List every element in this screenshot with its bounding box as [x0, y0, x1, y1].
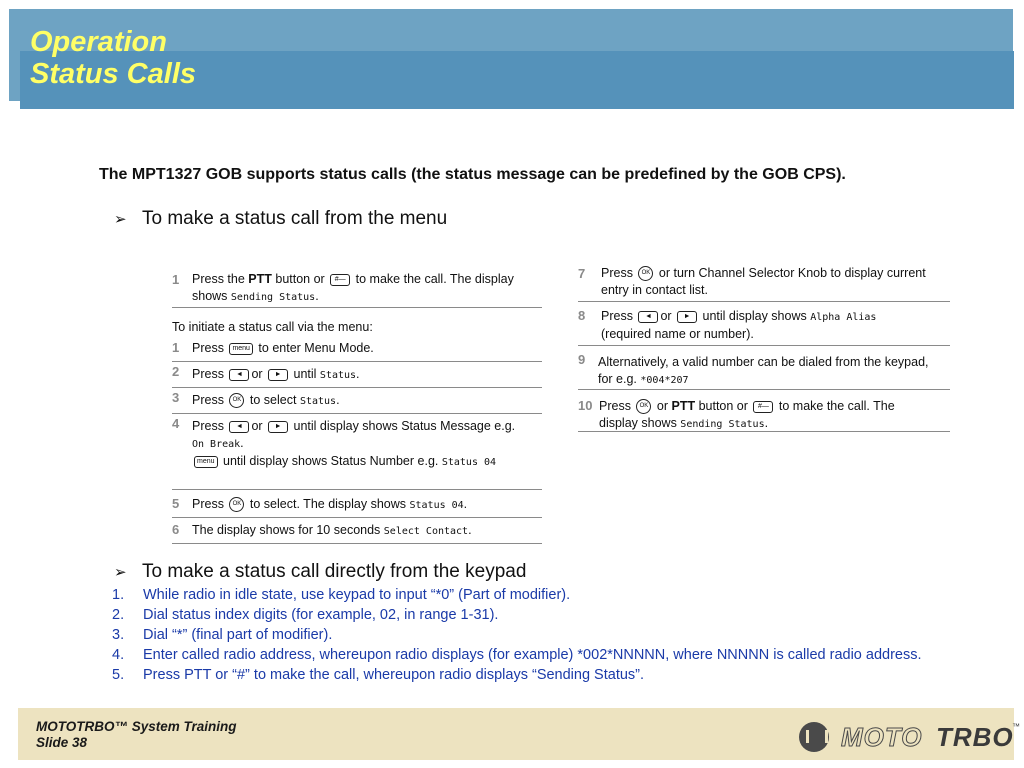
left-arrow-key-icon: ◄ — [638, 311, 658, 323]
left-steps-table — [172, 270, 542, 544]
menu-key-icon: menu — [229, 343, 253, 355]
step-row: 7 Press OK or turn Channel Selector Knob to display current entry in contact list. — [578, 264, 950, 302]
hash-key-icon: #— — [330, 274, 350, 286]
bullet-keypad-text: To make a status call directly from the keypad — [142, 561, 527, 582]
right-arrow-key-icon: ► — [677, 311, 697, 323]
hash-key-icon: #— — [753, 401, 773, 413]
step-row: 2 Press ◄ or ► until Status. — [172, 362, 542, 388]
ok-button-icon: OK — [229, 497, 244, 512]
step-row: 5 Press OK to select. The display shows Status 04. — [172, 490, 542, 518]
right-steps-table — [578, 264, 950, 432]
arrow-bullet-icon: ➢ — [114, 211, 127, 228]
footer-text — [36, 719, 237, 751]
logo-moto: MOTO — [841, 722, 923, 752]
step-row: 8 Press ◄ or ► until display shows Alpha Alias (required name or number). — [578, 302, 950, 346]
step-row: 6 The display shows for 10 seconds Select Contact. — [172, 518, 542, 544]
menu-key-icon: menu — [194, 456, 218, 468]
ok-button-icon: OK — [636, 399, 651, 414]
title-line1: Operation — [30, 26, 167, 58]
step-row: 10 Press OK or PTT button or #— to make the call. The display shows Sending Status. — [578, 390, 950, 432]
list-item: 4. Enter called radio address, whereupon radio displays (for example) *002*NNNNN, where NNNNN is called radio address. — [112, 647, 922, 663]
step-row: 9 Alternatively, a valid number can be dialed from the keypad, for e.g. *004*207 — [578, 346, 950, 390]
ok-button-icon: OK — [229, 393, 244, 408]
list-item: 1. While radio in idle state, use keypad to input “*0” (Part of modifier). — [112, 587, 571, 603]
slide-title — [30, 26, 196, 90]
list-item: 3. Dial “*” (final part of modifier). — [112, 627, 333, 643]
arrow-bullet-icon: ➢ — [114, 564, 127, 581]
bullet-menu — [114, 208, 447, 230]
bullet-menu-text: To make a status call from the menu — [142, 208, 448, 229]
list-item: 2. Dial status index digits (for example, 02, in range 1-31). — [112, 607, 499, 623]
logo-trbo: TRBO — [936, 722, 1014, 752]
footer-slide-number: Slide 38 — [36, 735, 88, 750]
list-item: 5. Press PTT or “#” to make the call, whereupon radio displays “Sending Status”. — [112, 667, 645, 683]
bullet-keypad — [114, 561, 526, 583]
logo-trademark: ™ — [1012, 722, 1020, 731]
ok-button-icon: OK — [638, 266, 653, 281]
step-row: 1 Press the PTT button or #— to make the call. The display shows Sending Status. — [172, 270, 542, 308]
step-row: 3 Press OK to select Status. — [172, 388, 542, 414]
step-row: 1 Press menu to enter Menu Mode. — [172, 338, 542, 362]
left-arrow-key-icon: ◄ — [229, 369, 249, 381]
right-arrow-key-icon: ► — [268, 369, 288, 381]
footer-bar — [18, 708, 1020, 760]
menu-subhead: To initiate a status call via the menu: — [172, 320, 373, 334]
step-row: 4 Press ◄ or ► until display shows Status Message e.g. On Break. menu until display shows Status Number e.g. Status 04 — [172, 414, 542, 490]
intro-text: The MPT1327 GOB supports status calls (the status message can be predefined by the GOB CPS). — [99, 166, 846, 183]
title-line2: Status Calls — [30, 58, 196, 90]
right-arrow-key-icon: ► — [268, 421, 288, 433]
footer-course: MOTOTRBO™ System Training — [36, 719, 237, 734]
motorola-logo-icon — [799, 722, 829, 752]
left-arrow-key-icon: ◄ — [229, 421, 249, 433]
keypad-steps-list — [112, 587, 1012, 687]
